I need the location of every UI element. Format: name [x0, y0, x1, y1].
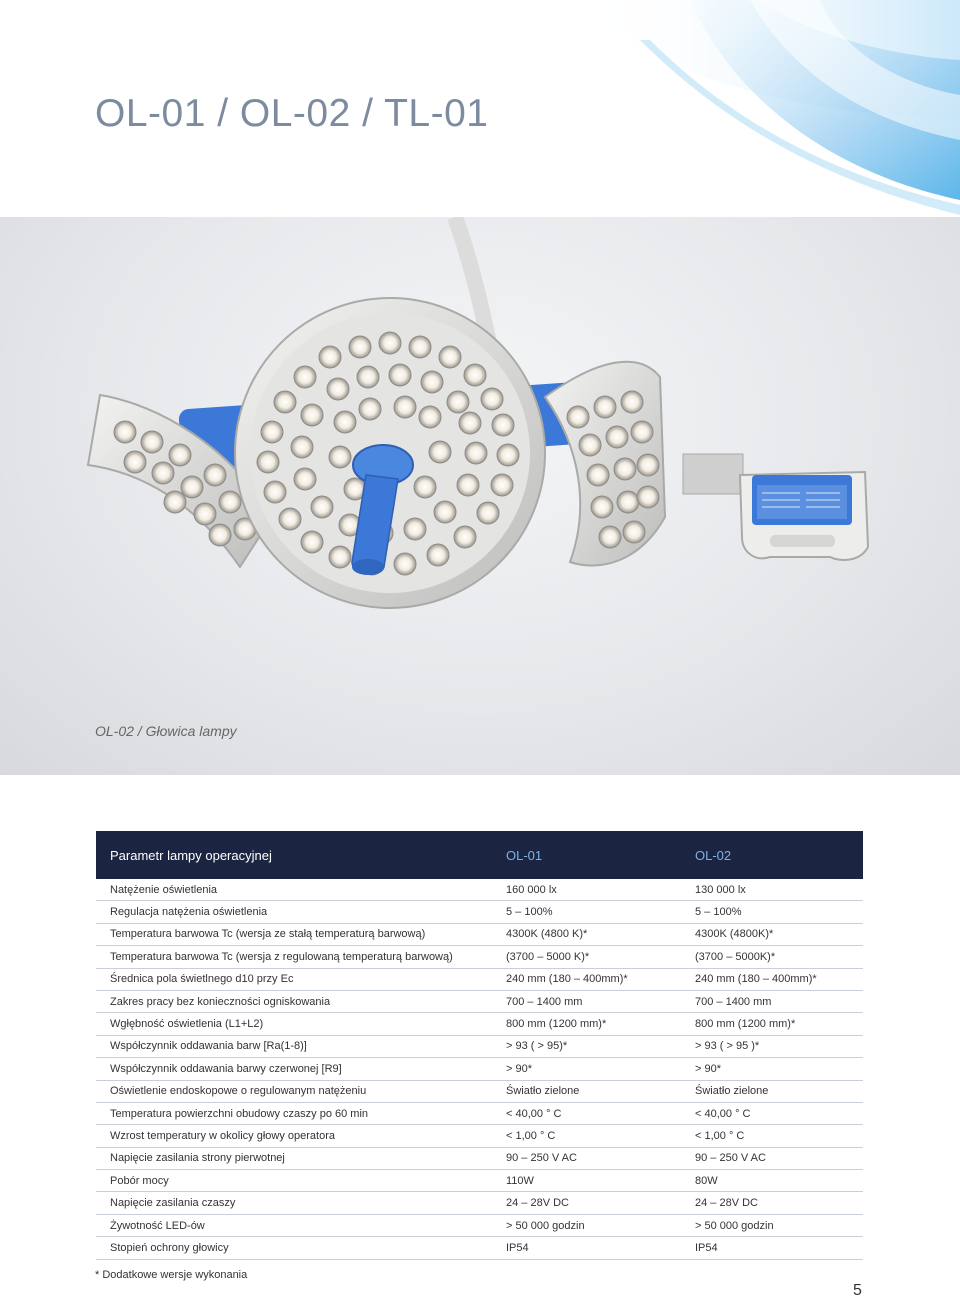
table-row	[96, 923, 863, 945]
photo-caption: OL-02 / Głowica lampy	[95, 723, 237, 739]
ol02-value: 4300K (4800K)*	[695, 923, 863, 945]
table-row	[96, 1035, 863, 1057]
param-label: Wzrost temperatury w okolicy głowy operatora	[96, 1125, 506, 1147]
page-title: OL-01 / OL-02 / TL-01	[95, 92, 489, 135]
param-label: Współczynnik oddawania barwy czerwonej [R9]	[96, 1058, 506, 1080]
param-label: Wgłębność oświetlenia (L1+L2)	[96, 1013, 506, 1035]
table-row	[96, 1147, 863, 1169]
table-row	[96, 1214, 863, 1236]
ol02-value: Światło zielone	[695, 1080, 863, 1102]
header-param: Parametr lampy operacyjnej	[96, 831, 506, 879]
specs-table	[96, 831, 863, 1260]
table-row	[96, 1237, 863, 1259]
ol01-value: 160 000 lx	[506, 879, 695, 901]
table-row	[96, 1013, 863, 1035]
table-row	[96, 1080, 863, 1102]
ol02-value: IP54	[695, 1237, 863, 1259]
ol01-value: 800 mm (1200 mm)*	[506, 1013, 695, 1035]
table-row	[96, 901, 863, 923]
table-row	[96, 1170, 863, 1192]
table-row	[96, 1125, 863, 1147]
ol02-value: > 90*	[695, 1058, 863, 1080]
param-label: Stopień ochrony głowicy	[96, 1237, 506, 1259]
ol01-value: > 90*	[506, 1058, 695, 1080]
param-label: Natężenie oświetlenia	[96, 879, 506, 901]
ol02-value: > 50 000 godzin	[695, 1214, 863, 1236]
footnote: * Dodatkowe wersje wykonania	[95, 1269, 248, 1281]
ol02-value: 5 – 100%	[695, 901, 863, 923]
ol02-value: 130 000 lx	[695, 879, 863, 901]
param-label: Współczynnik oddawania barw [Ra(1-8)]	[96, 1035, 506, 1057]
ol01-value: 5 – 100%	[506, 901, 695, 923]
ol02-value: 700 – 1400 mm	[695, 990, 863, 1012]
ol02-value: > 93 ( > 95 )*	[695, 1035, 863, 1057]
ol02-value: 800 mm (1200 mm)*	[695, 1013, 863, 1035]
table-row	[96, 946, 863, 968]
ol01-value: IP54	[506, 1237, 695, 1259]
table-row	[96, 879, 863, 901]
ol01-value: 240 mm (180 – 400mm)*	[506, 968, 695, 990]
ol02-value: < 1,00 ° C	[695, 1125, 863, 1147]
page-number: 5	[853, 1282, 862, 1299]
param-label: Temperatura barwowa Tc (wersja ze stałą temperaturą barwową)	[96, 923, 506, 945]
ol01-value: 90 – 250 V AC	[506, 1147, 695, 1169]
ol01-value: 24 – 28V DC	[506, 1192, 695, 1214]
param-label: Napięcie zasilania czaszy	[96, 1192, 506, 1214]
ol02-value: < 40,00 ° C	[695, 1102, 863, 1124]
ol02-value: 240 mm (180 – 400mm)*	[695, 968, 863, 990]
param-label: Temperatura barwowa Tc (wersja z regulowaną temperaturą barwową)	[96, 946, 506, 968]
table-row	[96, 1192, 863, 1214]
param-label: Regulacja natężenia oświetlenia	[96, 901, 506, 923]
ol01-value: < 40,00 ° C	[506, 1102, 695, 1124]
header-ol01: OL-01	[506, 831, 695, 879]
ol02-value: (3700 – 5000K)*	[695, 946, 863, 968]
header-ol02: OL-02	[695, 831, 863, 879]
table-row	[96, 968, 863, 990]
decorative-swirl	[520, 0, 960, 215]
ol01-value: 110W	[506, 1170, 695, 1192]
ol02-value: 80W	[695, 1170, 863, 1192]
table-row	[96, 1102, 863, 1124]
ol01-value: 4300K (4800 K)*	[506, 923, 695, 945]
param-label: Pobór mocy	[96, 1170, 506, 1192]
table-row	[96, 990, 863, 1012]
param-label: Napięcie zasilania strony pierwotnej	[96, 1147, 506, 1169]
ol02-value: 24 – 28V DC	[695, 1192, 863, 1214]
ol01-value: > 93 ( > 95)*	[506, 1035, 695, 1057]
table-row	[96, 1058, 863, 1080]
ol01-value: Światło zielone	[506, 1080, 695, 1102]
lamp-photo	[0, 217, 960, 775]
param-label: Temperatura powierzchni obudowy czaszy po 60 min	[96, 1102, 506, 1124]
param-label: Żywotność LED-ów	[96, 1214, 506, 1236]
param-label: Średnica pola świetlnego d10 przy Ec	[96, 968, 506, 990]
ol01-value: 700 – 1400 mm	[506, 990, 695, 1012]
ol01-value: (3700 – 5000 K)*	[506, 946, 695, 968]
specs-header-row	[96, 831, 863, 879]
param-label: Oświetlenie endoskopowe o regulowanym natężeniu	[96, 1080, 506, 1102]
ol01-value: < 1,00 ° C	[506, 1125, 695, 1147]
ol02-value: 90 – 250 V AC	[695, 1147, 863, 1169]
ol01-value: > 50 000 godzin	[506, 1214, 695, 1236]
param-label: Zakres pracy bez konieczności ogniskowania	[96, 990, 506, 1012]
